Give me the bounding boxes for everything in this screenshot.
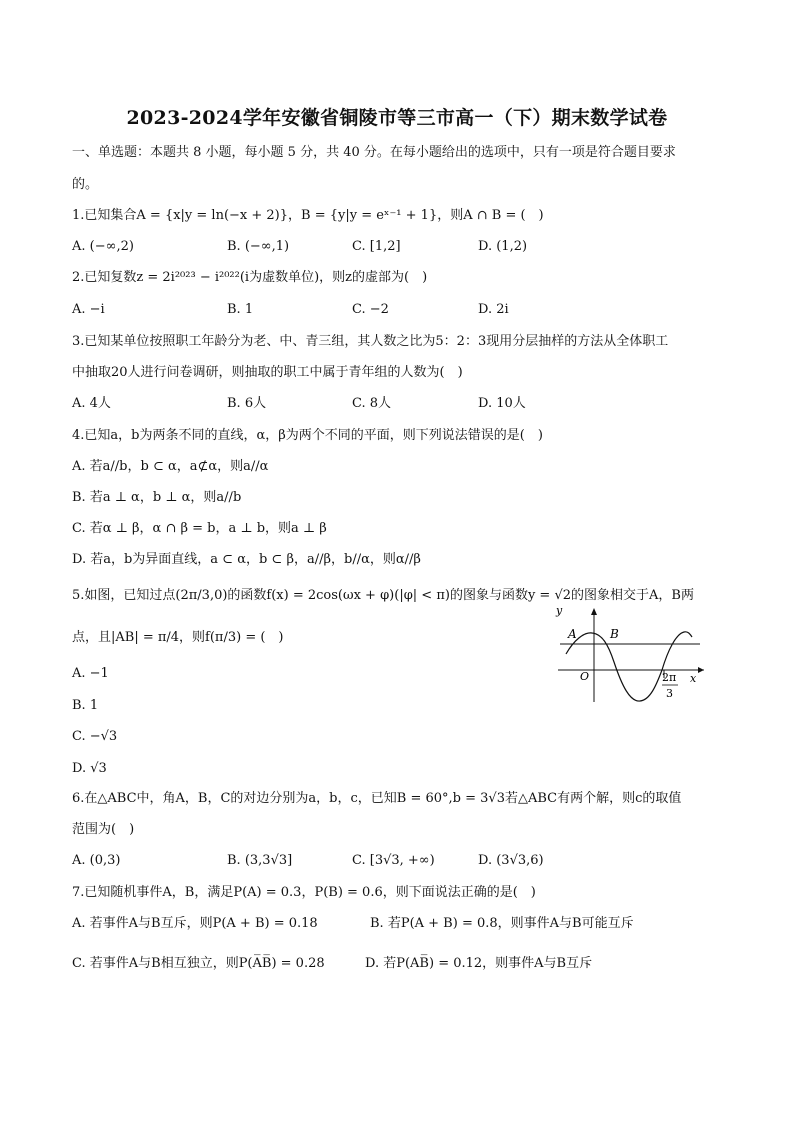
question-2-option-d: D. 2i bbox=[478, 302, 509, 317]
question-6-option-a: A. (0,3) bbox=[72, 853, 121, 868]
question-1-option-b: B. (−∞,1) bbox=[227, 239, 290, 254]
question-5-figure bbox=[552, 606, 712, 706]
question-1-option-c: C. [1,2] bbox=[352, 239, 401, 254]
label-point-b: B bbox=[610, 627, 619, 641]
question-6-option-c: C. [3√3, +∞) bbox=[352, 853, 435, 868]
x-axis-arrow bbox=[698, 667, 704, 673]
question-3-option-a: A. 4人 bbox=[72, 396, 111, 411]
label-tick-numerator: 2π bbox=[662, 671, 677, 684]
label-tick-denominator: 3 bbox=[666, 687, 673, 700]
question-3-option-c: C. 8人 bbox=[352, 396, 392, 411]
label-x: x bbox=[690, 672, 697, 685]
question-6-option-b: B. (3,3√3] bbox=[227, 853, 293, 868]
label-y: y bbox=[556, 606, 563, 617]
question-6-stem: 6.在△ABC中，角A，B，C的对边分别为a，b，c，已知B = 60°,b = 3√3若△ABC有两个解，则c的取值 bbox=[72, 791, 682, 806]
section-heading: 一、单选题：本题共 8 小题，每小题 5 分，共 40 分。在每小题给出的选项中，只有一项是符合题目要求 bbox=[72, 145, 676, 160]
question-7-stem: 7.已知随机事件A，B，满足P(A) = 0.3，P(B) = 0.6，则下面说法正确的是( ) bbox=[72, 885, 536, 900]
exam-title: 2023-2024学年安徽省铜陵市等三市高一（下）期末数学试卷 bbox=[126, 107, 668, 129]
question-4-option-c: C. 若α ⊥ β，α ∩ β = b，a ⊥ b，则a ⊥ β bbox=[72, 521, 327, 536]
question-7-option-a: A. 若事件A与B互斥，则P(A + B) = 0.18 bbox=[72, 916, 318, 931]
question-5-option-a: A. −1 bbox=[72, 666, 109, 681]
question-4-option-d: D. 若a，b为异面直线，a ⊂ α，b ⊂ β，a//β，b//α，则α//β bbox=[72, 552, 421, 567]
question-3-stem: 3.已知某单位按照职工年龄分为老、中、青三组，其人数之比为5：2：3现用分层抽样的方法从全体职工 bbox=[72, 334, 669, 349]
question-2-option-c: C. −2 bbox=[352, 302, 389, 317]
question-6-option-d: D. (3√3,6) bbox=[478, 853, 544, 868]
question-4-option-a: A. 若a//b，b ⊂ α，a⊄α，则a//α bbox=[72, 459, 269, 474]
label-point-a: A bbox=[568, 627, 577, 641]
y-axis-arrow bbox=[591, 608, 597, 615]
question-2-stem: 2.已知复数z = 2i²⁰²³ − i²⁰²²(i为虚数单位)，则z的虚部为( ) bbox=[72, 270, 428, 285]
question-3-stem-cont: 中抽取20人进行问卷调研，则抽取的职工中属于青年组的人数为( ) bbox=[72, 365, 463, 380]
question-4-option-b: B. 若a ⊥ α，b ⊥ α，则a//b bbox=[72, 490, 242, 505]
question-1-option-a: A. (−∞,2) bbox=[72, 239, 134, 254]
question-2-option-b: B. 1 bbox=[227, 302, 254, 317]
label-origin: O bbox=[580, 670, 590, 683]
question-5-stem: 5.如图，已知过点(2π/3,0)的函数f(x) = 2cos(ωx + φ)(|φ| < π)的图象与函数y = √2的图象相交于A，B两 bbox=[72, 588, 694, 603]
question-2-option-a: A. −i bbox=[72, 302, 105, 317]
question-4-stem: 4.已知a，b为两条不同的直线，α，β为两个不同的平面，则下列说法错误的是( ) bbox=[72, 428, 543, 443]
question-3-option-d: D. 10人 bbox=[478, 396, 526, 411]
question-5-stem-cont: 点，且|AB| = π/4，则f(π/3) = ( ) bbox=[72, 630, 284, 645]
question-6-stem-cont: 范围为( ) bbox=[72, 822, 135, 837]
question-7-option-b: B. 若P(A + B) = 0.8，则事件A与B可能互斥 bbox=[370, 916, 634, 931]
question-5-option-d: D. √3 bbox=[72, 761, 107, 776]
question-3-option-b: B. 6人 bbox=[227, 396, 267, 411]
question-5-option-c: C. −√3 bbox=[72, 729, 118, 744]
question-1-stem: 1.已知集合A = {x|y = ln(−x + 2)}，B = {y|y = eˣ⁻¹ + 1}，则A ∩ B = ( ) bbox=[72, 208, 544, 223]
question-7-option-d: D. 若P(AB̅) = 0.12，则事件A与B互斥 bbox=[365, 956, 593, 971]
section-heading-cont: 的。 bbox=[72, 177, 99, 192]
question-7-option-c: C. 若事件A与B相互独立，则P(A̅B̅) = 0.28 bbox=[72, 956, 325, 971]
question-1-option-d: D. (1,2) bbox=[478, 239, 528, 254]
question-5-option-b: B. 1 bbox=[72, 698, 99, 713]
cosine-curve bbox=[566, 632, 692, 701]
